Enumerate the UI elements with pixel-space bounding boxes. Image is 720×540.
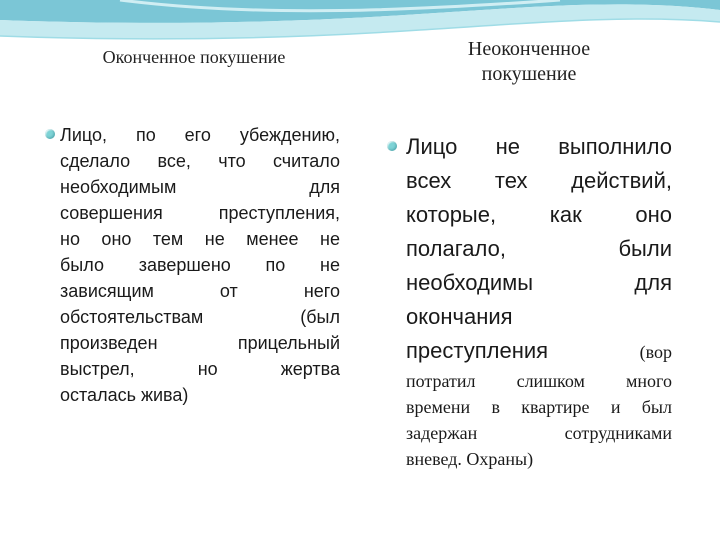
text-line: Лицо не выполнило [406, 134, 672, 159]
text-line: всех тех действий, [406, 168, 672, 193]
text-line: необходимы для [406, 270, 672, 295]
text-line: осталась жива) [60, 385, 189, 405]
text-line: которые, как оно [406, 202, 672, 227]
text-line: полагало, были [406, 236, 672, 261]
heading-line: Неоконченное [467, 38, 591, 60]
text-line: окончания [406, 304, 513, 329]
unfinished-attempt-text [406, 130, 672, 472]
text-line: обстоятельствам (был [60, 307, 340, 327]
text-line: произведен прицельный [60, 333, 340, 353]
text-line: сделало все, что считало [60, 151, 340, 171]
text-line: необходимым для [60, 177, 340, 197]
bullet-icon [387, 141, 397, 151]
text-line: Лицо, по его убеждению, [60, 125, 340, 145]
text-line: времени в квартире и был [406, 397, 672, 417]
text-line: выстрел, но жертва [60, 359, 340, 379]
text-word: преступления [406, 338, 549, 363]
bullet-icon [45, 129, 55, 139]
unfinished-attempt-heading [384, 37, 674, 87]
text-line: совершения преступления, [60, 203, 340, 223]
text-line [406, 334, 672, 368]
text-line: но оно тем не менее не [60, 229, 340, 249]
text-line: потратил слишком много [406, 371, 672, 391]
finished-attempt-heading: Оконченное покушение [102, 47, 286, 67]
text-line: зависящим от него [60, 281, 340, 301]
heading-line: покушение [481, 63, 577, 85]
text-line: вневед. Охраны) [406, 449, 534, 469]
finished-attempt-text [60, 122, 340, 408]
text-line: было завершено по не [60, 255, 340, 275]
text-line: задержан сотрудниками [406, 423, 672, 443]
text-word: (вор [639, 342, 672, 362]
